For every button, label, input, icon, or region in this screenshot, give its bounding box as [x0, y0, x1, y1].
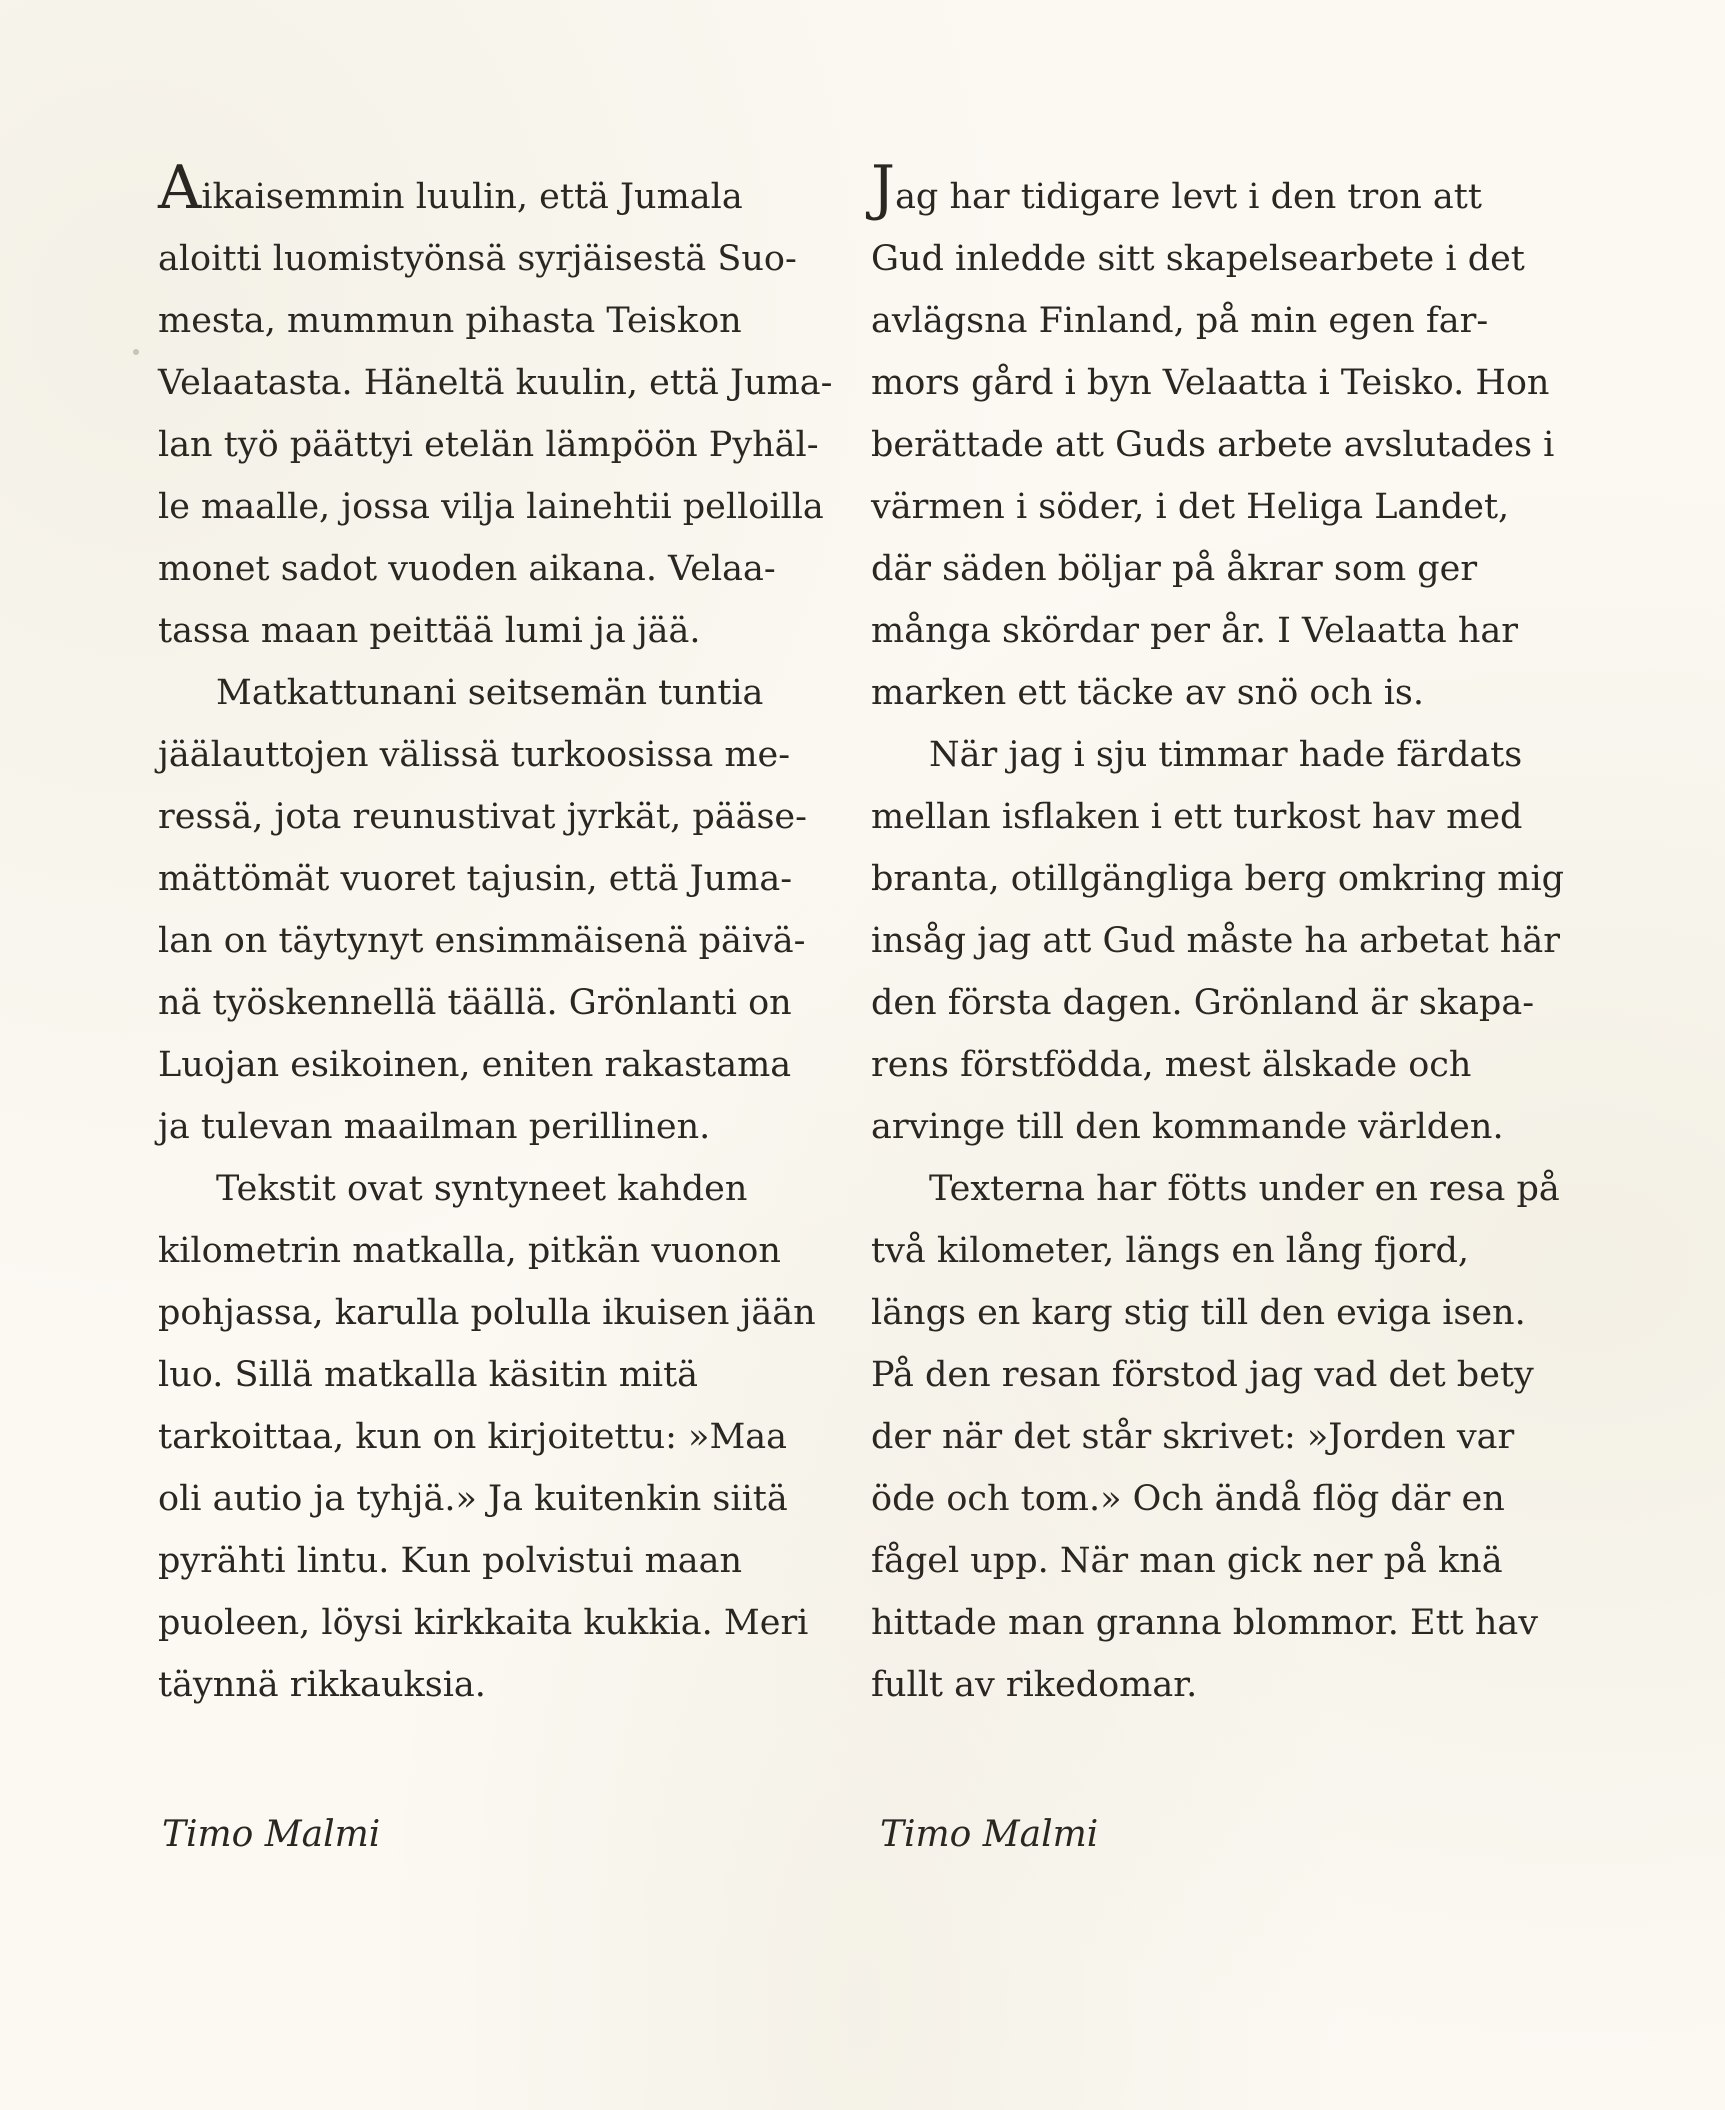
text-line: mors gård i byn Velaatta i Teisko. Hon [871, 363, 1550, 403]
text-line: oli autio ja tyhjä.» Ja kuitenkin siitä [158, 1479, 788, 1519]
text-line: mesta, mummun pihasta Teiskon [158, 301, 742, 341]
text-line: Velaatasta. Häneltä kuulin, että Juma- [158, 363, 833, 403]
text-line: På den resan förstod jag vad det bety [871, 1355, 1534, 1395]
text-line: hittade man granna blommor. Ett hav [871, 1603, 1539, 1643]
swedish-column [871, 153, 1571, 1716]
text-line: längs en karg stig till den eviga isen. [871, 1293, 1526, 1333]
text-line: Luojan esikoinen, eniten rakastama [158, 1045, 792, 1085]
text-line: Texterna har fötts under en resa på [929, 1169, 1560, 1209]
text-line: där säden böljar på åkrar som ger [871, 549, 1478, 589]
drop-cap: A [158, 153, 202, 223]
text-line: pohjassa, karulla polulla ikuisen jään [158, 1293, 816, 1333]
text-line: lan on täytynyt ensimmäisenä päivä- [158, 921, 806, 961]
swedish-paragraph-1 [871, 153, 1571, 724]
text-line: mättömät vuoret tajusin, että Juma- [158, 859, 793, 899]
text-line: Gud inledde sitt skapelsearbete i det [871, 239, 1525, 279]
text-line: puoleen, löysi kirkkaita kukkia. Meri [158, 1603, 809, 1643]
text-line: Jag har tidigare levt i den tron att [871, 153, 1482, 223]
text-line: tassa maan peittää lumi ja jää. [158, 611, 701, 651]
swedish-paragraph-3 [871, 1158, 1571, 1716]
text-line: öde och tom.» Och ändå flög där en [871, 1479, 1505, 1519]
swedish-signature: Timo Malmi [880, 1814, 1099, 1855]
text-line: avlägsna Finland, på min egen far- [871, 301, 1489, 341]
text-line: rens förstfödda, mest älskade och [871, 1045, 1472, 1085]
text-line: jäälauttojen välissä turkoosissa me- [158, 735, 791, 775]
finnish-paragraph-3 [158, 1158, 838, 1716]
text-line: den första dagen. Grönland är skapa- [871, 983, 1535, 1023]
text-line: ressä, jota reunustivat jyrkät, pääse- [158, 797, 807, 837]
text-line: aloitti luomistyönsä syrjäisestä Suo- [158, 239, 797, 279]
text-line: luo. Sillä matkalla käsitin mitä [158, 1355, 699, 1395]
text-line: Matkattunani seitsemän tuntia [216, 673, 764, 713]
text-line: tarkoittaa, kun on kirjoitettu: »Maa [158, 1417, 788, 1457]
text-line: le maalle, jossa vilja lainehtii pelloilla [158, 487, 824, 527]
text-line: fågel upp. När man gick ner på knä [871, 1541, 1503, 1581]
text-line: två kilometer, längs en lång fjord, [871, 1231, 1470, 1271]
finnish-paragraph-1 [158, 153, 838, 662]
text-line: mellan isflaken i ett turkost hav med [871, 797, 1523, 837]
text-line: nä työskennellä täällä. Grönlanti on [158, 983, 792, 1023]
text-line: När jag i sju timmar hade färdats [929, 735, 1523, 775]
text-line: monet sadot vuoden aikana. Velaa- [158, 549, 776, 589]
text-line: Tekstit ovat syntyneet kahden [216, 1169, 748, 1209]
text-line: värmen i söder, i det Heliga Landet, [871, 487, 1510, 527]
text-line: pyrähti lintu. Kun polvistui maan [158, 1541, 743, 1581]
text-line: ja tulevan maailman perillinen. [158, 1107, 711, 1147]
text-line: kilometrin matkalla, pitkän vuonon [158, 1231, 781, 1271]
text-line: branta, otillgängliga berg omkring mig [871, 859, 1565, 899]
text-line: berättade att Guds arbete avslutades i [871, 425, 1555, 465]
text-line: marken ett täcke av snö och is. [871, 673, 1425, 713]
swedish-paragraph-2 [871, 724, 1571, 1158]
text-line: insåg jag att Gud måste ha arbetat här [871, 921, 1560, 961]
finnish-column [158, 153, 838, 1716]
text-line: Aikaisemmin luulin, että Jumala [158, 153, 743, 223]
finnish-paragraph-2 [158, 662, 838, 1158]
text-line: fullt av rikedomar. [871, 1665, 1198, 1705]
finnish-signature: Timo Malmi [162, 1814, 381, 1855]
text-line: lan työ päättyi etelän lämpöön Pyhäl- [158, 425, 819, 465]
text-line: många skördar per år. I Velaatta har [871, 611, 1518, 651]
drop-cap: J [871, 153, 896, 223]
text-line: arvinge till den kommande världen. [871, 1107, 1504, 1147]
text-line: täynnä rikkauksia. [158, 1665, 486, 1705]
paper-speck [133, 349, 139, 355]
text-line: der när det står skrivet: »Jorden var [871, 1417, 1515, 1457]
